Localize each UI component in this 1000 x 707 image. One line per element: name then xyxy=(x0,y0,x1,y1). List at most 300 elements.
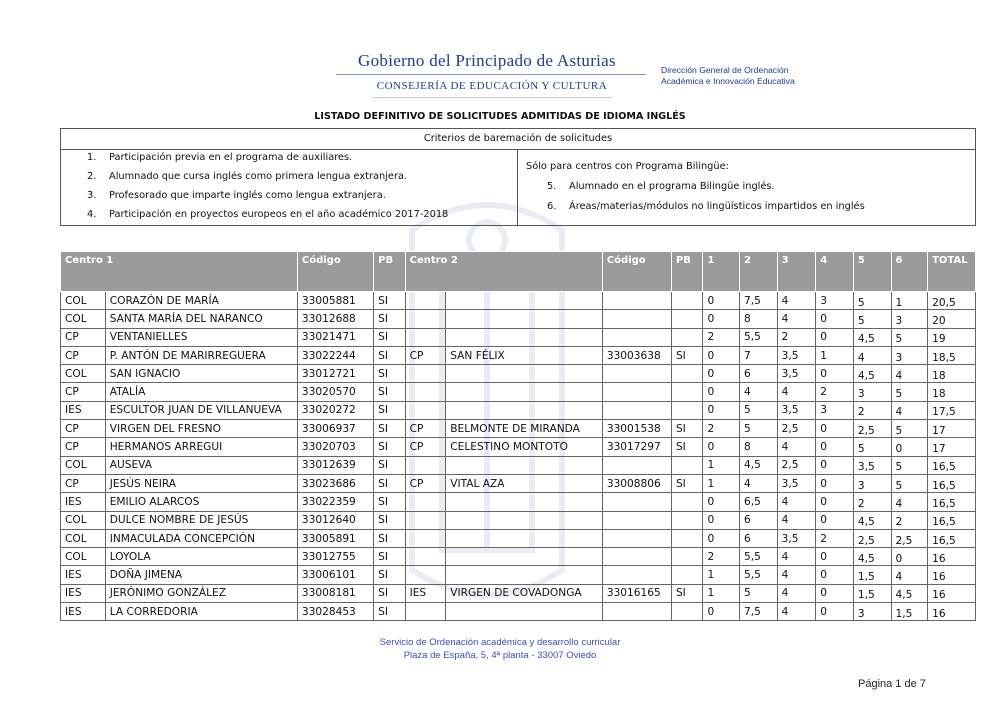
row-codigo1: 33012640 xyxy=(297,511,373,529)
row-score-4: 0 xyxy=(816,456,854,474)
row-centro1-type: CP xyxy=(61,420,106,438)
row-centro1-name: LOYOLA xyxy=(105,548,297,566)
row-score-3: 3,5 xyxy=(777,346,816,364)
table-row xyxy=(61,328,976,346)
row-centro2-name xyxy=(446,603,603,621)
row-score-6: 4 xyxy=(891,566,928,584)
row-total: 16 xyxy=(928,548,976,566)
criteria-heading: Criterios de baremación de solicitudes xyxy=(61,129,975,150)
table-row xyxy=(61,438,976,456)
row-pb1: SI xyxy=(374,511,406,529)
table-row xyxy=(61,511,976,529)
table-row xyxy=(61,584,976,602)
row-centro2-type xyxy=(405,548,446,566)
row-centro2-type xyxy=(405,529,446,547)
row-pb1: SI xyxy=(374,566,406,584)
row-centro1-type: IES xyxy=(61,603,106,621)
row-centro2-type xyxy=(405,566,446,584)
row-codigo2 xyxy=(602,383,671,401)
row-score-4: 3 xyxy=(816,292,854,310)
row-codigo2 xyxy=(602,310,671,328)
row-codigo1: 33012688 xyxy=(297,310,373,328)
row-score-1: 0 xyxy=(703,310,740,328)
row-centro1-type: COL xyxy=(61,548,106,566)
row-centro1-name: ESCULTOR JUAN DE VILLANUEVA xyxy=(105,401,297,419)
row-centro1-name: VIRGEN DEL FRESNO xyxy=(105,420,297,438)
row-pb2 xyxy=(671,493,703,511)
footer-address: Plaza de España, 5, 4ª planta - 33007 Oviedo xyxy=(403,650,597,661)
row-score-4: 0 xyxy=(816,438,854,456)
row-centro1-name: SANTA MARÍA DEL NARANCO xyxy=(105,310,297,328)
header-criterion-2: 2 xyxy=(740,252,778,292)
row-codigo2 xyxy=(602,566,671,584)
row-score-5: 3 xyxy=(853,603,891,621)
row-score-5: 4 xyxy=(853,346,891,364)
row-score-1: 0 xyxy=(703,346,740,364)
header-total: TOTAL xyxy=(928,252,976,292)
row-score-2: 4 xyxy=(740,474,778,492)
row-score-1: 0 xyxy=(703,383,740,401)
row-centro1-name: INMACULADA CONCEPCIÓN xyxy=(105,529,297,547)
row-total: 20 xyxy=(928,310,976,328)
row-score-4: 0 xyxy=(816,328,854,346)
row-score-2: 8 xyxy=(740,438,778,456)
row-pb1: SI xyxy=(374,474,406,492)
row-score-1: 0 xyxy=(703,401,740,419)
row-score-5: 3,5 xyxy=(853,456,891,474)
row-centro1-type: IES xyxy=(61,584,106,602)
row-score-6: 5 xyxy=(891,383,928,401)
row-score-4: 2 xyxy=(816,529,854,547)
row-score-6: 1 xyxy=(891,292,928,310)
row-pb2 xyxy=(671,603,703,621)
row-score-4: 0 xyxy=(816,420,854,438)
row-centro2-name: CELESTINO MONTOTO xyxy=(446,438,603,456)
row-centro2-name xyxy=(446,328,603,346)
row-codigo2 xyxy=(602,493,671,511)
row-centro1-type: CP xyxy=(61,346,106,364)
row-pb2 xyxy=(671,328,703,346)
row-score-5: 5 xyxy=(853,438,891,456)
row-codigo1: 33006101 xyxy=(297,566,373,584)
row-total: 17 xyxy=(928,420,976,438)
row-centro2-type xyxy=(405,493,446,511)
row-score-2: 5,5 xyxy=(740,566,778,584)
row-score-5: 1,5 xyxy=(853,584,891,602)
row-pb2 xyxy=(671,566,703,584)
row-score-5: 2 xyxy=(853,493,891,511)
row-pb1: SI xyxy=(374,603,406,621)
row-score-6: 3 xyxy=(891,310,928,328)
row-codigo2 xyxy=(602,292,671,310)
row-pb2: SI xyxy=(671,584,703,602)
row-codigo2: 33001538 xyxy=(602,420,671,438)
row-codigo1: 33005891 xyxy=(297,529,373,547)
row-pb1: SI xyxy=(374,383,406,401)
row-score-5: 2 xyxy=(853,401,891,419)
row-score-1: 0 xyxy=(703,511,740,529)
row-score-4: 0 xyxy=(816,511,854,529)
row-score-2: 5,5 xyxy=(740,548,778,566)
row-total: 18 xyxy=(928,383,976,401)
row-codigo2 xyxy=(602,529,671,547)
row-pb1: SI xyxy=(374,456,406,474)
table-row xyxy=(61,383,976,401)
row-pb2 xyxy=(671,310,703,328)
row-centro1-name: ATALÍA xyxy=(105,383,297,401)
row-centro2-name xyxy=(446,529,603,547)
row-pb1: SI xyxy=(374,548,406,566)
row-score-6: 2 xyxy=(891,511,928,529)
row-pb2 xyxy=(671,548,703,566)
table-header-row xyxy=(61,252,976,292)
criteria-note: Sólo para centros con Programa Bilingüe: xyxy=(526,161,729,172)
row-pb1: SI xyxy=(374,346,406,364)
row-score-4: 0 xyxy=(816,584,854,602)
criterion-item: 1. Participación previa en el programa de auxiliares. xyxy=(87,152,353,163)
row-score-6: 4 xyxy=(891,493,928,511)
row-codigo1: 33021471 xyxy=(297,328,373,346)
row-centro1-type: COL xyxy=(61,456,106,474)
row-centro1-type: CP xyxy=(61,474,106,492)
row-pb2 xyxy=(671,383,703,401)
row-score-4: 0 xyxy=(816,566,854,584)
row-score-1: 1 xyxy=(703,456,740,474)
row-score-6: 5 xyxy=(891,474,928,492)
row-total: 16 xyxy=(928,603,976,621)
row-centro2-type xyxy=(405,365,446,383)
row-score-4: 0 xyxy=(816,365,854,383)
row-score-2: 4 xyxy=(740,383,778,401)
row-centro1-name: CORAZÓN DE MARÍA xyxy=(105,292,297,310)
row-score-1: 2 xyxy=(703,420,740,438)
row-score-5: 4,5 xyxy=(853,548,891,566)
row-codigo2 xyxy=(602,328,671,346)
row-codigo2 xyxy=(602,401,671,419)
row-codigo1: 33008181 xyxy=(297,584,373,602)
row-centro2-type xyxy=(405,456,446,474)
list-title: LISTADO DEFINITIVO DE SOLICITUDES ADMITIDAS DE IDIOMA INGLÉS xyxy=(314,111,686,122)
row-score-2: 6 xyxy=(740,511,778,529)
row-score-5: 5 xyxy=(853,292,891,310)
row-score-4: 1 xyxy=(816,346,854,364)
table-row xyxy=(61,346,976,364)
criterion-item: 4. Participación en proyectos europeos en el año académico 2017-2018 xyxy=(87,209,449,220)
row-score-5: 3 xyxy=(853,474,891,492)
row-centro2-type: IES xyxy=(405,584,446,602)
row-score-4: 0 xyxy=(816,310,854,328)
row-score-5: 1,5 xyxy=(853,566,891,584)
row-score-2: 6 xyxy=(740,365,778,383)
row-total: 18 xyxy=(928,365,976,383)
row-codigo2: 33003638 xyxy=(602,346,671,364)
row-codigo2 xyxy=(602,603,671,621)
row-score-4: 0 xyxy=(816,603,854,621)
criterion-item: 6. Áreas/materias/módulos no lingüísticos impartidos en inglés xyxy=(547,201,865,212)
row-codigo1: 33028453 xyxy=(297,603,373,621)
row-centro1-type: COL xyxy=(61,292,106,310)
criteria-left xyxy=(61,150,518,226)
row-pb1: SI xyxy=(374,365,406,383)
row-score-6: 3 xyxy=(891,346,928,364)
row-score-2: 7,5 xyxy=(740,292,778,310)
row-centro2-name: BELMONTE DE MIRANDA xyxy=(446,420,603,438)
row-score-5: 5 xyxy=(853,310,891,328)
row-score-3: 4 xyxy=(777,548,816,566)
row-codigo2 xyxy=(602,511,671,529)
row-centro2-name xyxy=(446,383,603,401)
row-pb2 xyxy=(671,529,703,547)
row-total: 16 xyxy=(928,584,976,602)
row-total: 17,5 xyxy=(928,401,976,419)
row-centro2-name: SAN FÉLIX xyxy=(446,346,603,364)
row-score-2: 6 xyxy=(740,529,778,547)
row-score-6: 4 xyxy=(891,365,928,383)
row-centro2-type: CP xyxy=(405,346,446,364)
criterion-item: 3. Profesorado que imparte inglés como lengua extranjera. xyxy=(87,190,386,201)
table-row xyxy=(61,493,976,511)
row-score-3: 2,5 xyxy=(777,456,816,474)
row-codigo1: 33005881 xyxy=(297,292,373,310)
direction-line-2: Académica e Innovación Educativa xyxy=(661,76,795,86)
header-criterion-6: 6 xyxy=(891,252,928,292)
row-centro1-name: LA CORREDORIA xyxy=(105,603,297,621)
row-codigo2 xyxy=(602,456,671,474)
row-total: 16,5 xyxy=(928,493,976,511)
row-codigo2 xyxy=(602,365,671,383)
row-score-5: 4,5 xyxy=(853,511,891,529)
row-score-3: 4 xyxy=(777,438,816,456)
row-pb2 xyxy=(671,365,703,383)
row-centro2-name xyxy=(446,548,603,566)
criteria-right xyxy=(517,150,975,226)
row-total: 18,5 xyxy=(928,346,976,364)
row-total: 16 xyxy=(928,566,976,584)
row-centro1-type: COL xyxy=(61,529,106,547)
row-pb2: SI xyxy=(671,474,703,492)
row-score-6: 5 xyxy=(891,456,928,474)
row-codigo1: 33020703 xyxy=(297,438,373,456)
row-score-2: 7 xyxy=(740,346,778,364)
row-codigo1: 33006937 xyxy=(297,420,373,438)
table-row xyxy=(61,456,976,474)
row-centro1-name: EMILIO ALARCOS xyxy=(105,493,297,511)
row-centro1-type: CP xyxy=(61,328,106,346)
row-score-3: 4 xyxy=(777,493,816,511)
row-score-1: 0 xyxy=(703,365,740,383)
row-centro2-name xyxy=(446,401,603,419)
row-codigo1: 33012755 xyxy=(297,548,373,566)
row-score-1: 0 xyxy=(703,438,740,456)
table-row xyxy=(61,474,976,492)
row-score-3: 4 xyxy=(777,383,816,401)
row-centro1-name: DOÑA JIMENA xyxy=(105,566,297,584)
row-score-2: 4,5 xyxy=(740,456,778,474)
row-score-6: 0 xyxy=(891,438,928,456)
row-score-5: 2,5 xyxy=(853,529,891,547)
row-score-3: 3,5 xyxy=(777,365,816,383)
row-centro2-name xyxy=(446,310,603,328)
row-score-6: 1,5 xyxy=(891,603,928,621)
row-centro1-type: CP xyxy=(61,438,106,456)
row-centro1-type: IES xyxy=(61,566,106,584)
row-codigo1: 33022359 xyxy=(297,493,373,511)
row-score-3: 2 xyxy=(777,328,816,346)
row-centro2-type: CP xyxy=(405,438,446,456)
row-pb1: SI xyxy=(374,584,406,602)
row-score-2: 5 xyxy=(740,584,778,602)
row-score-2: 6,5 xyxy=(740,493,778,511)
criteria-box xyxy=(60,128,976,226)
row-total: 17 xyxy=(928,438,976,456)
row-centro1-type: COL xyxy=(61,365,106,383)
row-centro2-type xyxy=(405,511,446,529)
row-pb1: SI xyxy=(374,438,406,456)
row-codigo1: 33012721 xyxy=(297,365,373,383)
table-row xyxy=(61,603,976,621)
row-centro2-type xyxy=(405,383,446,401)
table-row xyxy=(61,310,976,328)
admissions-table xyxy=(60,251,976,621)
criterion-item: 5. Alumnado en el programa Bilingüe inglés. xyxy=(547,181,775,192)
row-score-6: 5 xyxy=(891,420,928,438)
table-row xyxy=(61,401,976,419)
header-centro1: Centro 1 xyxy=(61,252,298,292)
row-score-6: 4 xyxy=(891,401,928,419)
row-score-1: 0 xyxy=(703,493,740,511)
row-score-1: 1 xyxy=(703,474,740,492)
row-score-5: 2,5 xyxy=(853,420,891,438)
row-codigo2: 33008806 xyxy=(602,474,671,492)
row-centro2-name xyxy=(446,292,603,310)
row-score-5: 4,5 xyxy=(853,328,891,346)
row-pb2 xyxy=(671,511,703,529)
row-codigo1: 33020272 xyxy=(297,401,373,419)
direction-label xyxy=(661,65,795,87)
row-centro2-type xyxy=(405,328,446,346)
row-score-1: 1 xyxy=(703,584,740,602)
row-codigo2 xyxy=(602,548,671,566)
row-score-2: 5,5 xyxy=(740,328,778,346)
header-codigo2: Código xyxy=(602,252,671,292)
row-centro2-name xyxy=(446,511,603,529)
table-row xyxy=(61,548,976,566)
row-pb1: SI xyxy=(374,292,406,310)
row-codigo1: 33022244 xyxy=(297,346,373,364)
row-total: 16,5 xyxy=(928,474,976,492)
header-criterion-5: 5 xyxy=(853,252,891,292)
table-row xyxy=(61,566,976,584)
row-total: 16,5 xyxy=(928,511,976,529)
direction-line-1: Dirección General de Ordenación xyxy=(661,65,789,75)
row-score-4: 3 xyxy=(816,401,854,419)
table-row xyxy=(61,420,976,438)
row-centro1-name: DULCE NOMBRE DE JESÚS xyxy=(105,511,297,529)
row-centro1-name: SAN IGNACIO xyxy=(105,365,297,383)
row-pb2: SI xyxy=(671,346,703,364)
row-pb2: SI xyxy=(671,420,703,438)
header-centro2: Centro 2 xyxy=(405,252,602,292)
row-score-3: 4 xyxy=(777,603,816,621)
row-score-1: 2 xyxy=(703,548,740,566)
row-score-5: 4,5 xyxy=(853,365,891,383)
row-centro2-name xyxy=(446,566,603,584)
header-criterion-1: 1 xyxy=(703,252,740,292)
row-total: 19 xyxy=(928,328,976,346)
row-centro2-type: CP xyxy=(405,474,446,492)
row-centro1-type: CP xyxy=(61,383,106,401)
table-row xyxy=(61,529,976,547)
row-pb1: SI xyxy=(374,328,406,346)
row-score-3: 4 xyxy=(777,310,816,328)
row-score-6: 4,5 xyxy=(891,584,928,602)
row-score-4: 0 xyxy=(816,474,854,492)
header-criterion-3: 3 xyxy=(777,252,816,292)
row-pb2 xyxy=(671,401,703,419)
row-centro1-name: JESÚS NEIRA xyxy=(105,474,297,492)
row-centro2-type xyxy=(405,310,446,328)
row-codigo1: 33023686 xyxy=(297,474,373,492)
row-score-1: 0 xyxy=(703,529,740,547)
row-score-1: 1 xyxy=(703,566,740,584)
row-score-1: 2 xyxy=(703,328,740,346)
row-score-3: 4 xyxy=(777,292,816,310)
row-pb1: SI xyxy=(374,310,406,328)
table-row xyxy=(61,292,976,310)
row-score-3: 4 xyxy=(777,584,816,602)
row-centro1-name: AUSEVA xyxy=(105,456,297,474)
row-centro1-type: IES xyxy=(61,493,106,511)
row-score-3: 3,5 xyxy=(777,529,816,547)
row-pb2 xyxy=(671,456,703,474)
row-centro1-type: IES xyxy=(61,401,106,419)
row-score-3: 4 xyxy=(777,566,816,584)
row-centro1-name: HERMANOS ARREGUI xyxy=(105,438,297,456)
header-criterion-4: 4 xyxy=(816,252,854,292)
row-score-5: 3 xyxy=(853,383,891,401)
row-score-4: 0 xyxy=(816,493,854,511)
row-total: 16,5 xyxy=(928,529,976,547)
row-score-3: 2,5 xyxy=(777,420,816,438)
header-rule-secondary xyxy=(372,97,612,98)
header-codigo1: Código xyxy=(297,252,373,292)
row-score-6: 2,5 xyxy=(891,529,928,547)
row-pb1: SI xyxy=(374,493,406,511)
table-row xyxy=(61,365,976,383)
row-score-6: 5 xyxy=(891,328,928,346)
row-score-3: 3,5 xyxy=(777,401,816,419)
row-score-4: 0 xyxy=(816,548,854,566)
row-pb2 xyxy=(671,292,703,310)
row-centro2-name xyxy=(446,365,603,383)
row-codigo1: 33012639 xyxy=(297,456,373,474)
row-codigo2: 33016165 xyxy=(602,584,671,602)
row-pb2: SI xyxy=(671,438,703,456)
row-score-3: 4 xyxy=(777,511,816,529)
row-centro1-type: COL xyxy=(61,310,106,328)
row-score-6: 0 xyxy=(891,548,928,566)
row-total: 20,5 xyxy=(928,292,976,310)
row-total: 16,5 xyxy=(928,456,976,474)
row-centro2-name: VITAL AZA xyxy=(446,474,603,492)
header-pb2: PB xyxy=(671,252,703,292)
criterion-item: 2. Alumnado que cursa inglés como primera lengua extranjera. xyxy=(87,171,408,182)
row-centro1-name: VENTANIELLES xyxy=(105,328,297,346)
footer-service: Servicio de Ordenación académica y desarrollo curricular xyxy=(379,637,621,648)
header-title: Gobierno del Principado de Asturias xyxy=(358,51,616,70)
row-centro2-type xyxy=(405,292,446,310)
row-centro1-name: JERÓNIMO GONZÁLEZ xyxy=(105,584,297,602)
